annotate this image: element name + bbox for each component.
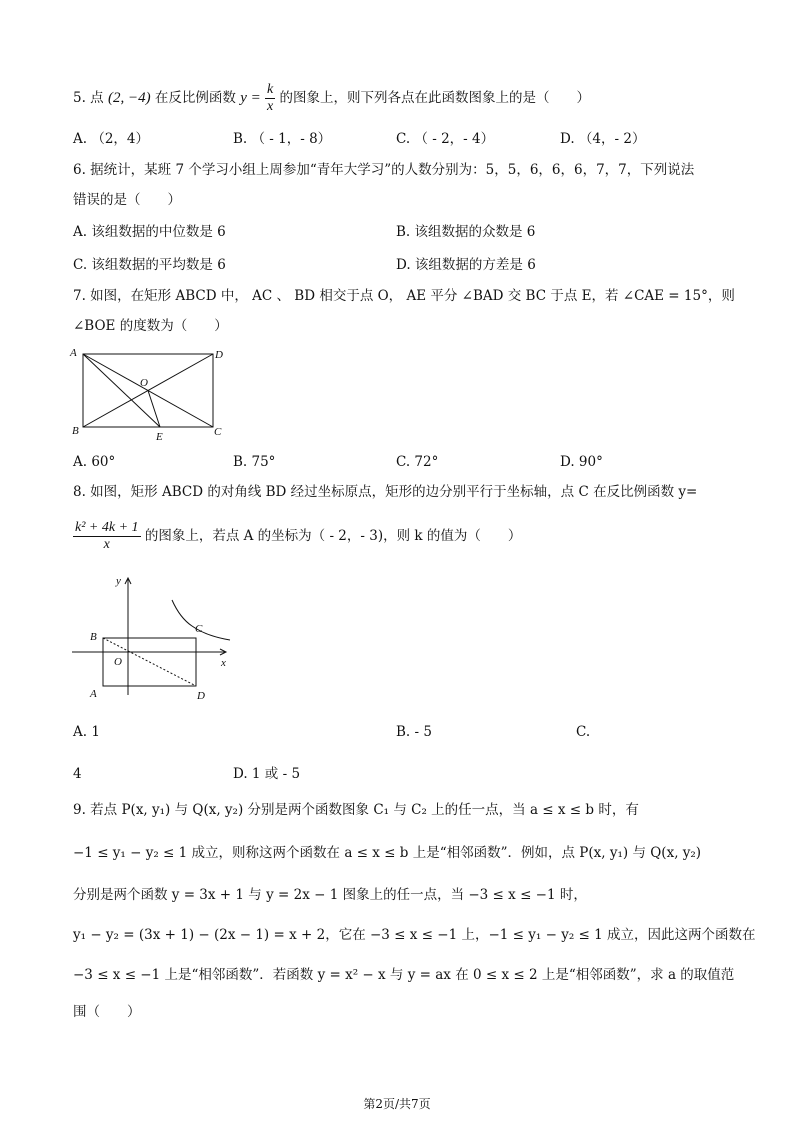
q7-label-a: A — [70, 347, 77, 359]
q9-line5: −3 ≤ x ≤ −1 上是“相邻函数”．若函数 y = x² − x 与 y = ax 在 0 ≤ x ≤ 2 上是“相邻函数”，求 a 的取值范 — [73, 967, 735, 983]
q5-option-c: C. （ - 2，- 4） — [396, 131, 495, 147]
q7-label-b: B — [72, 425, 79, 437]
q7-option-b: B. 75° — [233, 454, 276, 470]
q9-line6: 围（ ） — [73, 1004, 141, 1020]
q7-option-a: A. 60° — [73, 454, 116, 470]
q8-coordinate-figure — [68, 570, 238, 705]
q8-option-d: D. 1 或 - 5 — [233, 766, 301, 782]
q6-line2: 错误的是（ ） — [73, 192, 181, 208]
q7-line2: ∠BOE 的度数为（ ） — [73, 318, 228, 334]
q5-option-a: A. （2，4） — [73, 131, 150, 147]
q7-line1: 7. 如图，在矩形 ABCD 中， AC 、 BD 相交于点 O， AE 平分 ∠BAD 交 BC 于点 E，若 ∠CAE = 15°，则 — [73, 288, 735, 304]
q8-label-y: y — [116, 575, 121, 587]
q9-line3: 分别是两个函数 y = 3x + 1 与 y = 2x − 1 图象上的任一点，当 −3 ≤ x ≤ −1 时， — [73, 887, 587, 903]
q5-point: (2, −4) — [107, 90, 151, 106]
q7-option-d: D. 90° — [560, 454, 603, 470]
q7-label-o: O — [140, 377, 148, 389]
page-footer: 第2页/共7页 — [363, 1097, 431, 1111]
q7-label-e: E — [156, 431, 163, 443]
q8-label-a: A — [90, 688, 97, 700]
q8-label-b: B — [90, 631, 97, 643]
q5-fraction: $\frac{k}{x}$ — [267, 82, 274, 114]
q6-option-a: A. 该组数据的中位数是 6 — [73, 224, 226, 240]
q8-line1: 8. 如图，矩形 ABCD 的对角线 BD 经过坐标原点，矩形的边分别平行于坐标轴，点 C 在反比例函数 y= — [73, 484, 698, 500]
q6-option-d: D. 该组数据的方差是 6 — [396, 257, 536, 273]
q5-stem: 5. 点 (2, −4) 在反比例函数 y = $\frac{k}{x}$ 的图象上，则下列各点在此函数图象上的是（ ） — [73, 82, 591, 114]
q7-label-c: C — [214, 426, 222, 438]
q6-line1: 6. 据统计，某班 7 个学习小组上周参加“青年大学习”的人数分别为：5，5，6，6，6，7，7，下列说法 — [73, 162, 695, 178]
q7-label-d: D — [215, 349, 223, 361]
q8-label-d: D — [197, 690, 205, 702]
q8-fraction: $\frac{\text{k² + 4k + 1}}{x}$ — [75, 520, 139, 552]
q7-option-c: C. 72° — [396, 454, 439, 470]
q8-option-c: C. — [576, 724, 591, 740]
q5-option-d: D. （4，- 2） — [560, 131, 646, 147]
q6-option-c: C. 该组数据的平均数是 6 — [73, 257, 226, 273]
q6-option-b: B. 该组数据的众数是 6 — [396, 224, 536, 240]
q8-label-o: O — [114, 656, 122, 668]
q9-line2: −1 ≤ y₁ − y₂ ≤ 1 成立，则称这两个函数在 a ≤ x ≤ b 上是“相邻函数”．例如，点 P(x, y₁) 与 Q(x, y₂) — [73, 845, 702, 861]
q8-line2: $\frac{\text{k² + 4k + 1}}{x}$ 的图象上，若点 A 的坐标为（ - 2，- 3)，则 k 的值为（ ） — [75, 520, 522, 552]
q8-option-c-value: 4 — [73, 766, 82, 782]
q8-option-b: B. - 5 — [396, 724, 432, 740]
q8-label-c: C — [195, 623, 203, 635]
q7-rectangle-figure — [68, 342, 238, 444]
q9-line4: y₁ − y₂ = (3x + 1) − (2x − 1) = x + 2，它在 −3 ≤ x ≤ −1 上，−1 ≤ y₁ − y₂ ≤ 1 成立，因此这两个函数在 — [73, 927, 756, 943]
q8-option-a: A. 1 — [73, 724, 100, 740]
q9-line1: 9. 若点 P(x, y₁) 与 Q(x, y₂) 分别是两个函数图象 C₁ 与 C₂ 上的任一点，当 a ≤ x ≤ b 时，有 — [73, 802, 639, 818]
q8-label-x: x — [221, 657, 226, 669]
q5-option-b: B. （ - 1，- 8） — [233, 131, 332, 147]
